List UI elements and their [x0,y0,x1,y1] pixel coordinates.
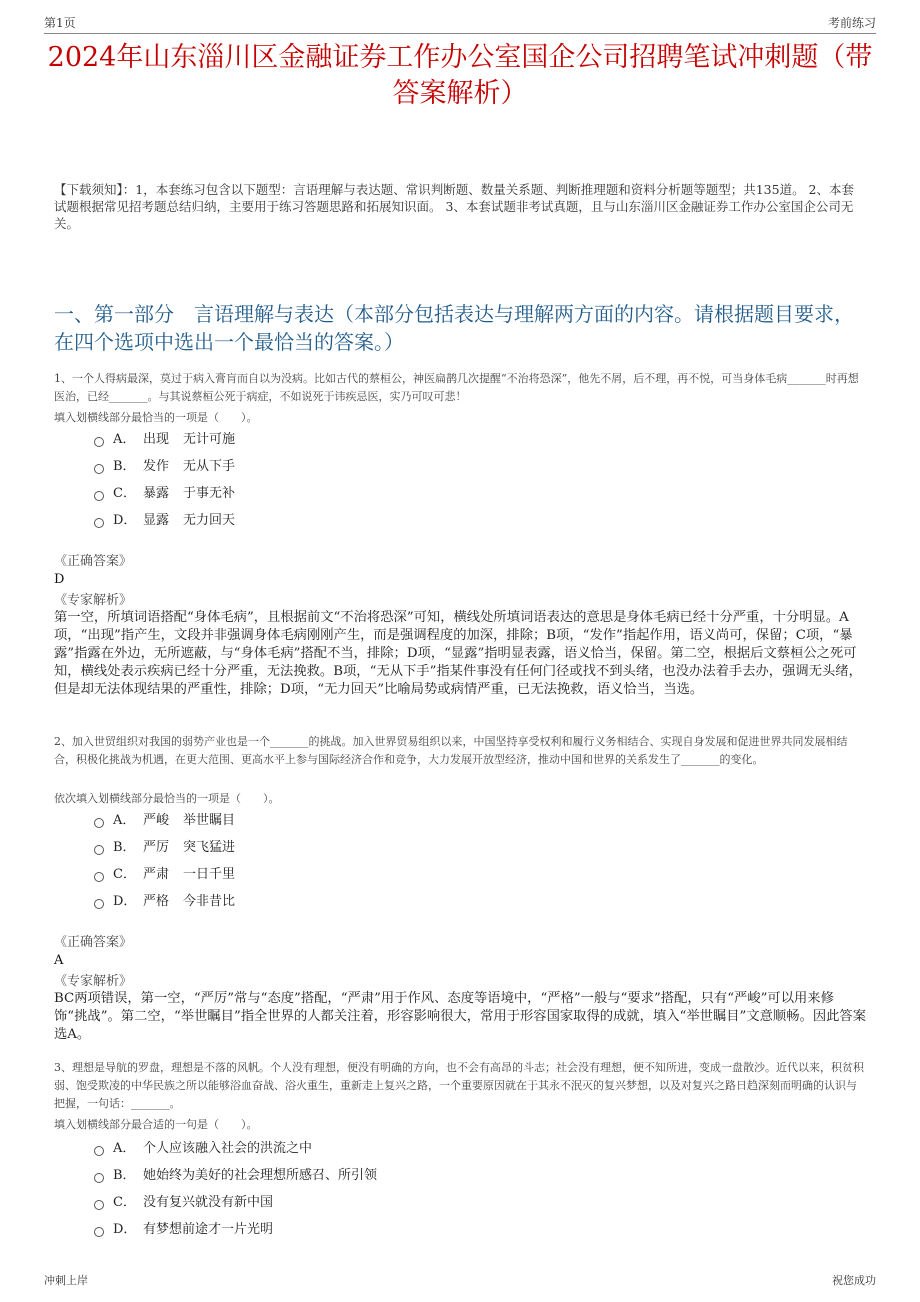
radio-icon[interactable] [94,845,104,855]
answer-label: 《正确答案》 [54,935,133,950]
option-b[interactable]: B． 严厉 突飞猛进 [94,838,235,858]
radio-icon[interactable] [94,1173,104,1183]
header-label: 考前练习 [827,16,876,30]
header-divider [44,33,876,34]
option-d[interactable]: D． 显露 无力回天 [94,511,235,531]
question-prompt: 填入划横线部分最恰当的一项是（ ）。 [54,411,258,424]
question-prompt: 填入划横线部分最合适的一句是（ ）。 [54,1118,258,1131]
option-a[interactable]: A． 严峻 举世瞩目 [94,811,235,831]
option-b[interactable]: B． 她始终为美好的社会理想所感召、所引领 [94,1166,391,1186]
answer-label: 《正确答案》 [54,554,133,569]
radio-icon[interactable] [94,818,104,828]
radio-icon[interactable] [94,872,104,882]
radio-icon[interactable] [94,1146,104,1156]
question-text: 1、一个人得病最深，莫过于病入膏肓而自以为没病。比如古代的蔡桓公，神医扁鹊几次提醒“不治将恐深”，他先不屑，后不理，再不悦，可当身体毛病_______时再想医治，已经_______。与其说蔡桓公死于病症，不如说死于讳疾忌医，实乃可叹可悲！ [54,372,859,403]
answer-value: D [54,572,65,587]
radio-icon[interactable] [94,1227,104,1237]
radio-icon[interactable] [94,1200,104,1210]
document-title: 2024年山东淄川区金融证券工作办公室国企公司招聘笔试冲刺题（带答案解析） [47,42,873,109]
page-number: 第1页 [44,16,76,30]
footer-right: 祝您成功 [832,1274,876,1287]
footer-left: 冲刺上岸 [44,1274,88,1287]
option-a[interactable]: A． 个人应该融入社会的洪流之中 [94,1139,326,1159]
explanation-text: 第一空，所填词语搭配“身体毛病”，且根据前文“不治将恐深”可知，横线处所填词语表达的意思是身体毛病已经十分严重，十分明显。A项，“出现”指产生，文段并非强调身体毛病刚刚产生，而是强调程度的加深，排除；B项，“发作”指起作用，语义尚可，保留；C项，“暴露”指露在外边，无所遮蔽，与“身体毛病”搭配不当，排除；D项，“显露”指明显表露，语义恰当，保留。第二空，根据后文蔡桓公之死可知，横线处表示疾病已经十分严重，无法挽救。B项，“无从下手”指某件事没有任何门径或找不到头绪，也没办法着手去办，强调无头绪，但是却无法体现结果的严重性，排除；D项，“无力回天”比喻局势或病情严重，已无法挽救，语义恰当，当选。 [54,610,862,697]
option-d[interactable]: D． 严格 今非昔比 [94,892,235,912]
explanation-text: BC两项错误，第一空，“严厉”常与“态度”搭配，“严肃”用于作风、态度等语境中，“严格”一般与“要求”搭配，只有“严峻”可以用来修饰“挑战”。第二空，“举世瞩目”指全世界的人都关注着，形容影响很大，常用于形容国家取得的成就，填入“举世瞩目”文意顺畅。因此答案选A。 [54,991,867,1042]
radio-icon[interactable] [94,437,104,447]
question-prompt: 依次填入划横线部分最恰当的一项是（ ）。 [54,792,280,805]
option-c[interactable]: C． 没有复兴就没有新中国 [94,1193,287,1213]
option-c[interactable]: C． 严肃 一日千里 [94,865,235,885]
question-text: 2、加入世贸组织对我国的弱势产业也是一个_______的挑战。加入世界贸易组织以来，中国坚持享受权利和履行义务相结合、实现自身发展和促进世界共同发展相结合，积极化挑战为机遇，在更大范围、更高水平上参与国际经济合作和竞争，大力发展开放型经济，推动中国和世界的关系发生了_______的变化。 [54,735,848,766]
radio-icon[interactable] [94,491,104,501]
option-d[interactable]: D． 有梦想前途才一片光明 [94,1220,287,1240]
radio-icon[interactable] [94,899,104,909]
question-text: 3、理想是导航的罗盘，理想是不落的风帆。个人没有理想，便没有明确的方向，也不会有高昂的斗志；社会没有理想，便不知所进，变成一盘散沙。近代以来，积贫积弱、饱受欺凌的中华民族之所以能够浴血奋战、浴火重生，重新走上复兴之路，一个重要原因就在于其永不泯灭的复兴梦想，以及对复兴之路日趋深刻而明确的认识与把握，一句话：_______。 [54,1061,864,1110]
answer-value: A [54,953,64,968]
option-c[interactable]: C． 暴露 于事无补 [94,484,235,504]
download-notice: 【下载须知】：1，本套练习包含以下题型：言语理解与表达题、常识判断题、数量关系题、判断推理题和资料分析题等题型；共135道。 2、本套试题根据常见招考题总结归纳，主要用于练习答题思路和拓展知识面。 3、本套试题非考试真题，且与山东淄川区金融证券工作办公室国企公司无关。 [54,182,854,231]
explanation-label: 《专家解析》 [54,593,133,608]
explanation-label: 《专家解析》 [54,974,133,989]
option-a[interactable]: A． 出现 无计可施 [94,430,235,450]
radio-icon[interactable] [94,518,104,528]
section-heading: 一、第一部分 言语理解与表达（本部分包括表达与理解两方面的内容。请根据题目要求，在四个选项中选出一个最恰当的答案。） [54,302,854,354]
option-b[interactable]: B． 发作 无从下手 [94,457,235,477]
radio-icon[interactable] [94,464,104,474]
